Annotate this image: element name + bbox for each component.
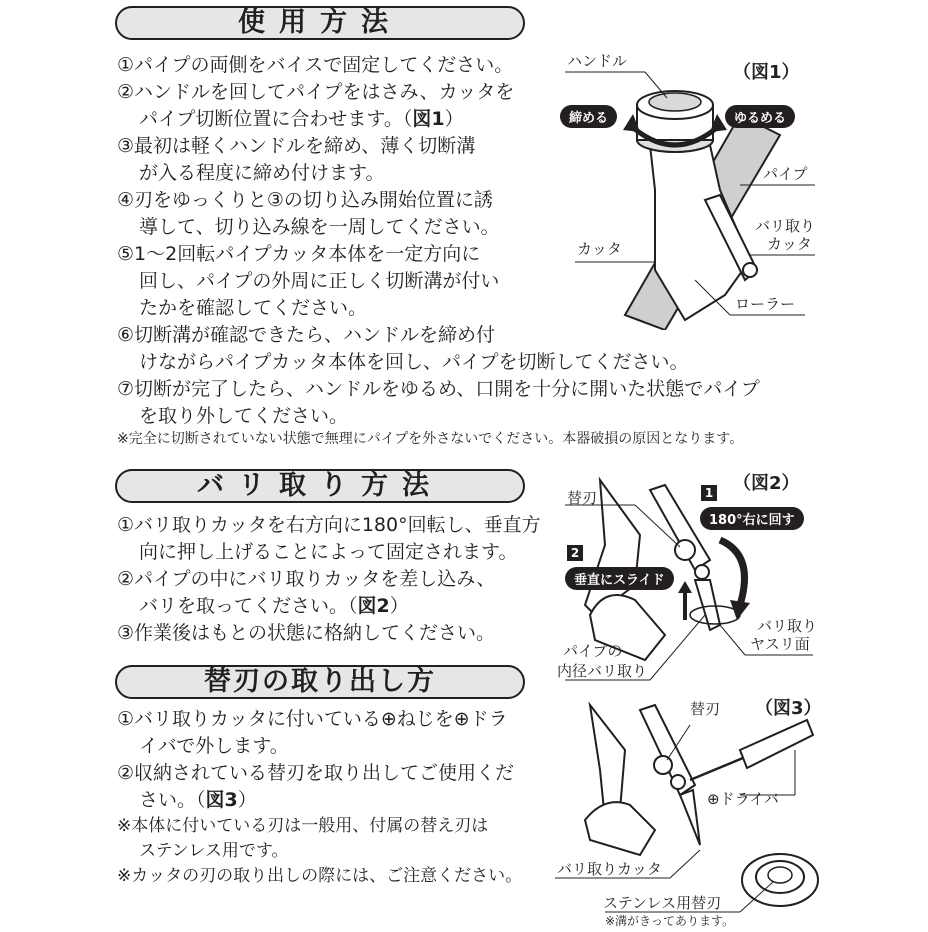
section-title-deburr: バリ取り方法: [115, 469, 525, 503]
step-number-2: 2: [567, 545, 583, 561]
label-pipe: パイプ: [763, 165, 808, 183]
usage-step-1: ①パイプの両側をバイスで固定してください。: [117, 54, 514, 76]
usage-step-7a: ⑦切断が完了したら、ハンドルをゆるめ、口開を十分に開いた状態でパイプ: [117, 378, 760, 400]
fig-ref-3: 図3: [205, 789, 238, 811]
blade-step-2b: さい。（図3）: [139, 789, 257, 811]
deburr-steps: [117, 512, 541, 647]
step-number-1: 1: [701, 485, 717, 501]
deburr-step-2b: バリを取ってください。（図2）: [139, 595, 409, 617]
usage-step-7b: を取り外してください。: [139, 405, 349, 427]
label-deburr-cutter-3: バリ取りカッタ: [557, 860, 662, 878]
label-file-surface-1: バリ取り: [757, 617, 818, 635]
blade-step-1a: ①バリ取りカッタに付いている⊕ねじを⊕ドラ: [117, 708, 508, 730]
figure-2-deburring: [545, 465, 830, 690]
deburr-step-2a: ②パイプの中にバリ取りカッタを差し込み、: [117, 568, 496, 590]
deburr-step-3: ③作業後はもとの状態に格納してください。: [117, 622, 496, 644]
badge-loosen: ゆるめる: [725, 105, 795, 128]
badge-tighten: 締める: [560, 105, 617, 128]
usage-step-3b: が入る程度に締め付けます。: [139, 162, 385, 184]
blade-steps: [117, 706, 514, 814]
section-title-blade-removal: 替刃の取り出し方: [115, 665, 525, 699]
badge-rotate-180: 180°右に回す: [700, 507, 804, 530]
label-deburr-cutter-2: カッタ: [767, 235, 812, 253]
label-roller: ローラー: [735, 295, 796, 313]
figure-number-3: （図3）: [755, 698, 822, 719]
deburr-step-1b: 向に押し上げることによって固定されます。: [139, 541, 518, 563]
figure-number-2: （図2）: [733, 473, 800, 494]
usage-step-2a: ②ハンドルを回してパイプをはさみ、カッタを: [117, 81, 515, 103]
usage-step-6b: けながらパイプカッタ本体を回し、パイプを切断してください。: [139, 351, 689, 373]
fig-ref-1: 図1: [412, 108, 445, 130]
label-inner-deburr-1: パイプの: [563, 642, 623, 660]
label-cutter: カッタ: [577, 240, 622, 258]
usage-step-3a: ③最初は軽くハンドルを締め、薄く切断溝: [117, 135, 476, 157]
figure-3-blade-removal: [545, 690, 830, 928]
badge-slide-vertical: 垂直にスライド: [565, 567, 674, 590]
label-groove-note: ※溝がきってあります。: [605, 914, 735, 928]
label-file-surface-2: ヤスリ面: [750, 635, 810, 653]
label-spare-blade: 替刃: [567, 489, 598, 507]
usage-step-2b: パイプ切断位置に合わせます。（図1）: [139, 108, 464, 130]
blade-step-1b: イバで外します。: [139, 735, 289, 757]
blade-notes: [117, 814, 522, 889]
label-phillips-driver: ⊕ドライバ: [707, 790, 779, 808]
usage-step-4a: ④刃をゆっくりと③の切り込み開始位置に誘: [117, 189, 493, 211]
usage-step-4b: 導して、切り込み線を一周してください。: [139, 216, 500, 238]
figure-number-1: （図1）: [733, 62, 800, 83]
blade-note-1a: ※本体に付いている刃は一般用、付属の替え刃は: [117, 816, 489, 836]
usage-step-5a: ⑤1～2回転パイプカッタ本体を一定方向に: [117, 243, 481, 265]
label-handle: ハンドル: [567, 52, 628, 70]
label-deburr-cutter-1: バリ取り: [755, 217, 816, 235]
usage-note: ※完全に切断されていない状態で無理にパイプを外さないでください。本器破損の原因となります。: [117, 431, 744, 447]
section-title-usage: 使用方法: [115, 6, 525, 40]
fig-ref-2: 図2: [357, 595, 390, 617]
label-stainless-blade: ステンレス用替刃: [603, 894, 722, 912]
deburr-step-1a: ①バリ取りカッタを右方向に180°回転し、垂直方: [117, 514, 541, 536]
label-spare-blade-3: 替刃: [690, 700, 721, 718]
blade-step-2a: ②収納されている替刃を取り出してご使用くだ: [117, 762, 515, 784]
figure-1-pipe-cutter: [545, 40, 830, 330]
label-inner-deburr-2: 内径バリ取り: [557, 662, 648, 680]
blade-note-1b: ステンレス用です。: [139, 841, 289, 861]
usage-step-5c: たかを確認してください。: [139, 297, 368, 319]
usage-step-6a: ⑥切断溝が確認できたら、ハンドルを締め付: [117, 324, 496, 346]
usage-step-5b: 回し、パイプの外周に正しく切断溝が付い: [139, 270, 500, 292]
blade-note-2: ※カッタの刃の取り出しの際には、ご注意ください。: [117, 866, 523, 886]
